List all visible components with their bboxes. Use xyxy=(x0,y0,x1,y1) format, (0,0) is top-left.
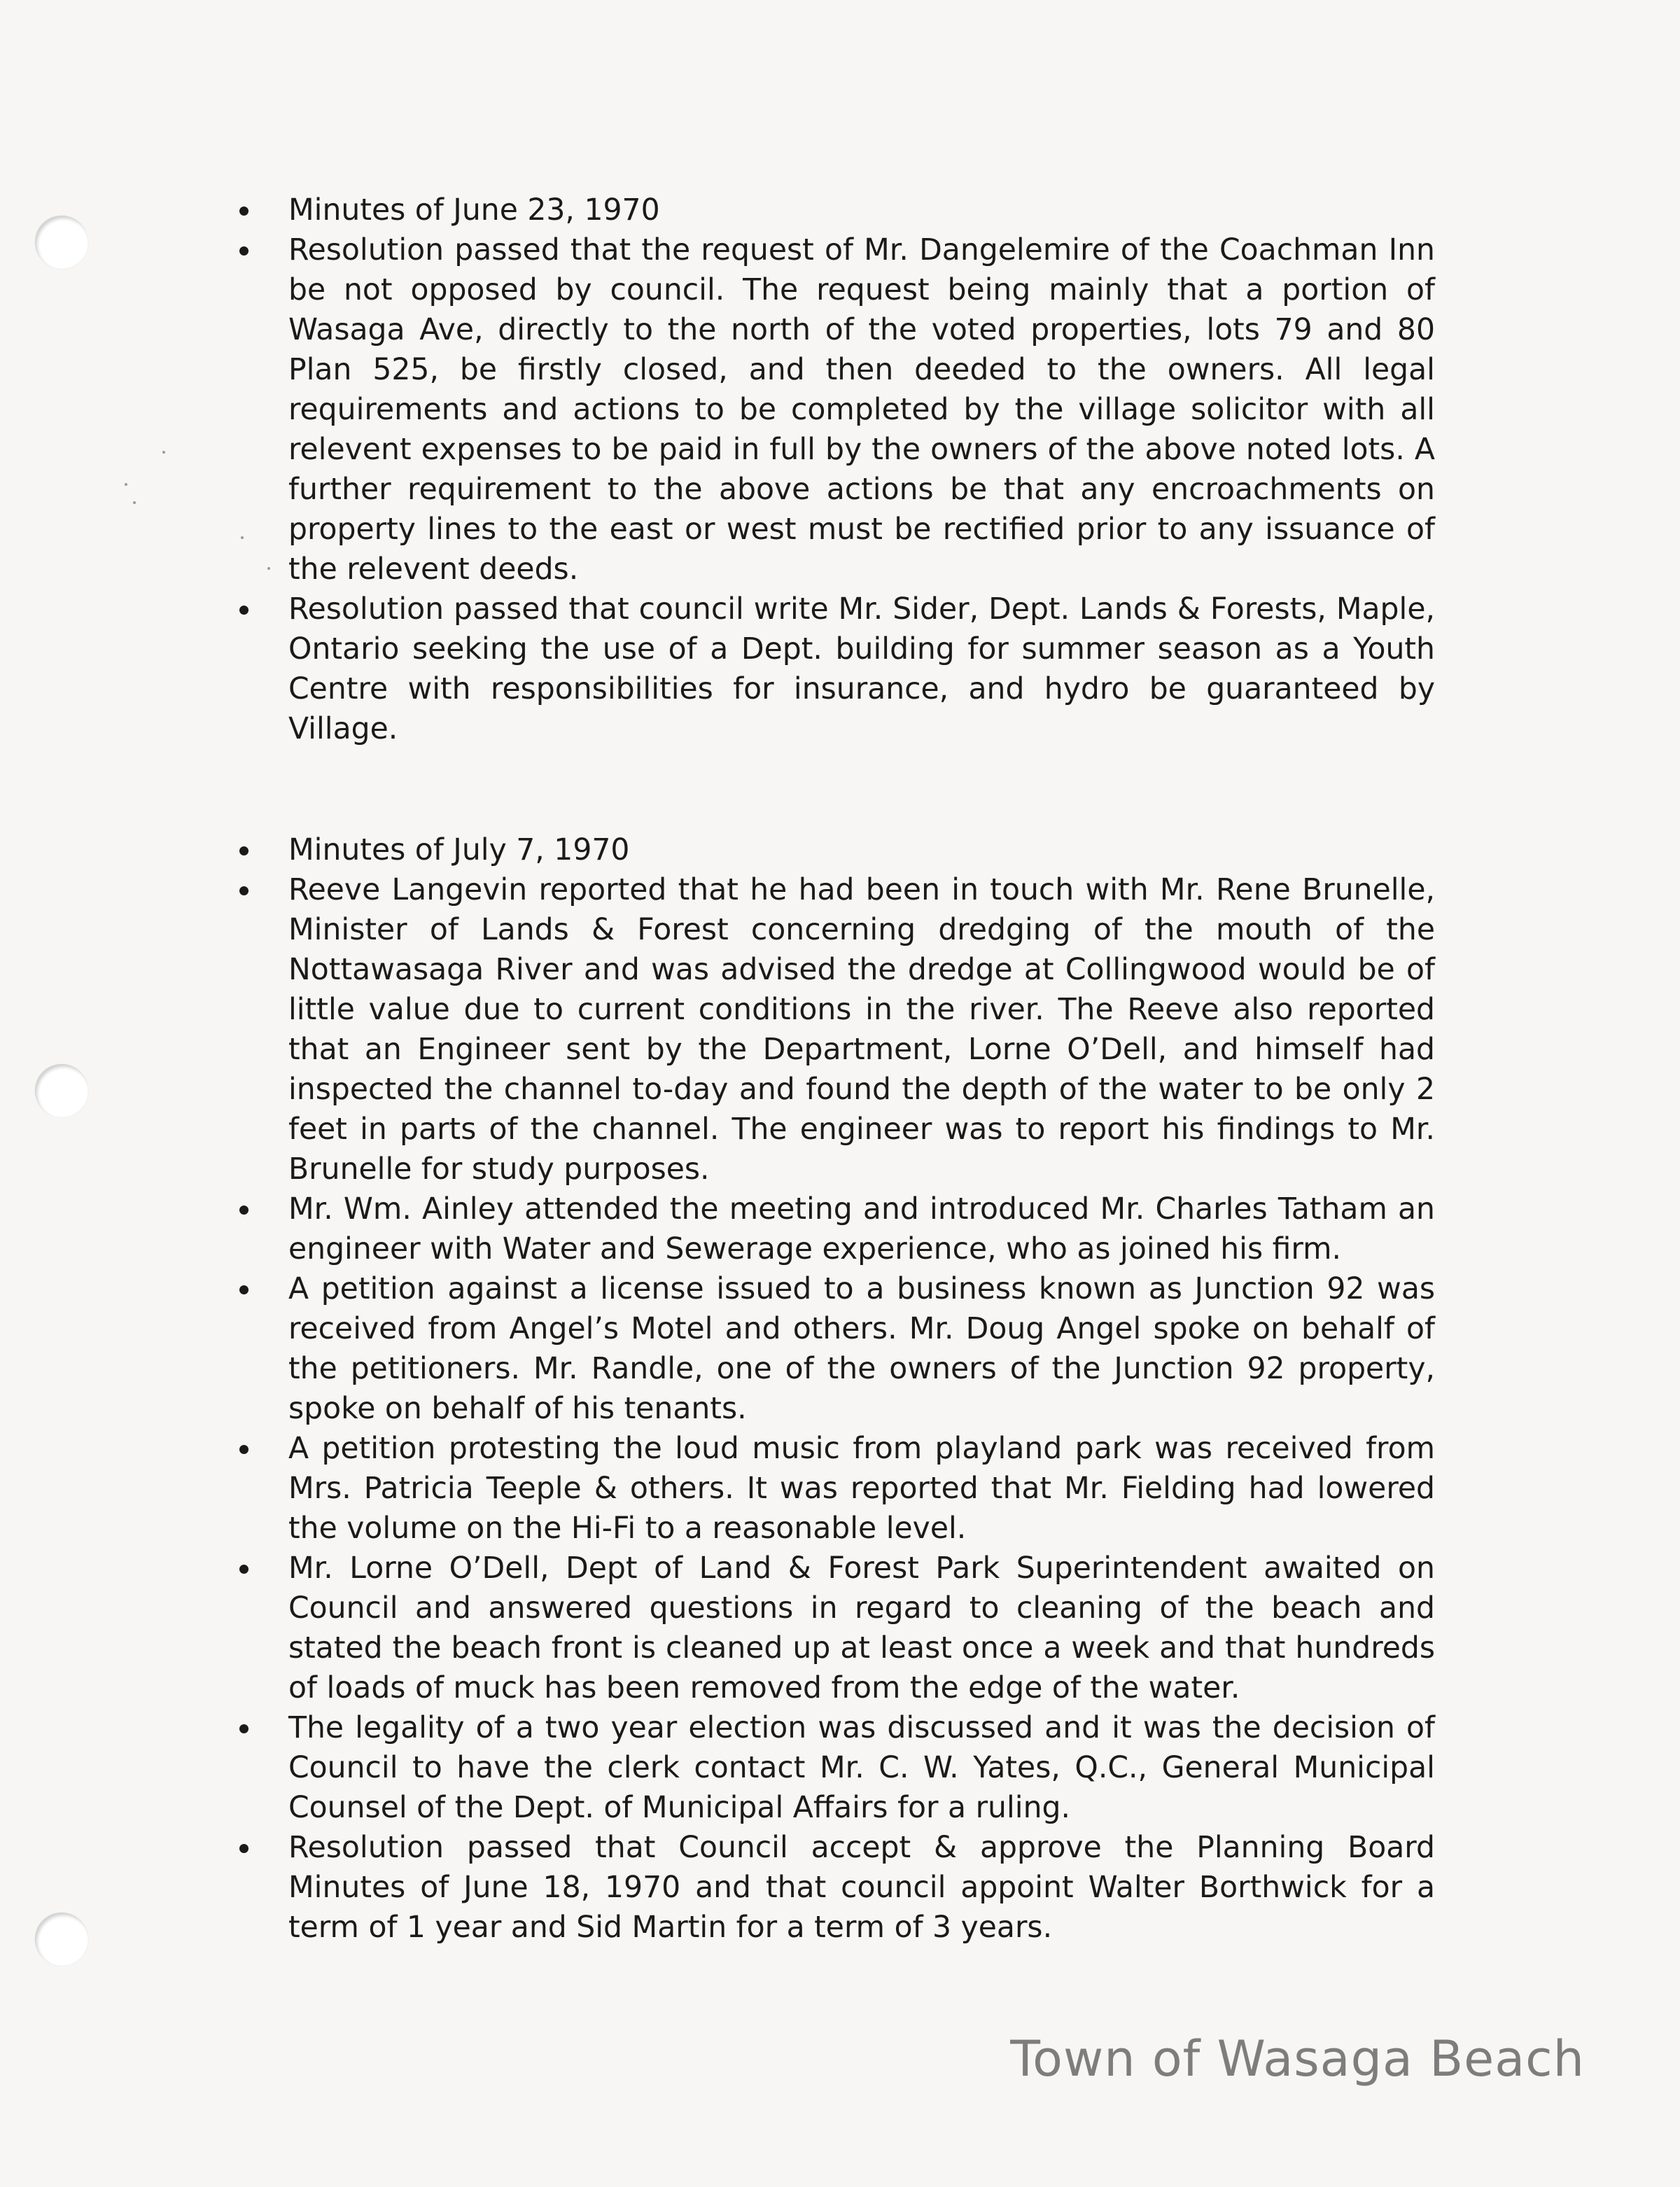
item-text: Resolution passed that the request of Mr. Dangelemire of the Coachman Inn be not opposed by council. The request being mainly that a portion of Wasaga Ave, directly to the north of the voted properties, lots 79 and 80 Plan 525, be firstly closed, and then deeded to the owners. All legal requirements and actions to be completed by the village solicitor with all relevent expenses to be paid in full by the owners of the above noted lots. A further requirement to the above actions be that any encroachments on property lines to the east or west must be rectified prior to any issuance of the relevent deeds. xyxy=(288,233,1435,587)
minutes-june-23-section xyxy=(231,190,1435,749)
bullet-icon xyxy=(239,1844,248,1853)
scan-speck xyxy=(162,451,165,454)
list-item xyxy=(231,830,1435,870)
item-text: Resolution passed that council write Mr. Sider, Dept. Lands & Forests, Maple, Ontario seeking the use of a Dept. building for summer season as a Youth Centre with responsibilities for insurance, and hydro be guaranteed by Village. xyxy=(288,592,1435,746)
item-text: Reeve Langevin reported that he had been in touch with Mr. Rene Brunelle, Minister of Lands & Forest concerning dredging of the mouth of the Nottawasaga River and was advised the dredge at Collingwood would be of little value due to current conditions in the river. The Reeve also reported that an Engineer sent by the Department, Lorne O’Dell, and himself had inspected the channel to-day and found the depth of the water to be only 2 feet in parts of the channel. The engineer was to report his findings to Mr. Brunelle for study purposes. xyxy=(288,873,1435,1187)
bullet-icon xyxy=(239,1206,248,1215)
bullet-icon xyxy=(239,606,248,615)
item-text: A petition against a license issued to a business known as Junction 92 was received from Angel’s Motel and others. Mr. Doug Angel spoke on behalf of the petitioners. Mr. Randle, one of the owners of the Junction 92 property, spoke on behalf of his tenants. xyxy=(288,1272,1435,1426)
bullet-icon xyxy=(239,207,248,216)
minutes-july-7-section xyxy=(231,830,1435,1948)
list-item xyxy=(231,870,1435,1189)
minutes-list xyxy=(231,190,1435,749)
list-item xyxy=(231,1708,1435,1828)
list-item xyxy=(231,589,1435,749)
punch-hole xyxy=(35,1913,88,1966)
list-item xyxy=(231,230,1435,589)
item-text: The legality of a two year election was discussed and it was the decision of Council to have the clerk contact Mr. C. W. Yates, Q.C., General Municipal Counsel of the Dept. of Municipal Affairs for a ruling. xyxy=(288,1711,1435,1825)
item-text: Resolution passed that Council accept & approve the Planning Board Minutes of June 18, 1970 and that council appoint Walter Borthwick for a term of 1 year and Sid Martin for a term of 3 years. xyxy=(288,1831,1435,1945)
item-text: Minutes of June 23, 1970 xyxy=(288,193,660,228)
scan-speck xyxy=(133,501,136,504)
list-item xyxy=(231,1828,1435,1948)
item-text: A petition protesting the loud music from playland park was received from Mrs. Patricia Teeple & others. It was reported that Mr. Fielding had lowered the volume on the Hi-Fi to a reasonable level. xyxy=(288,1432,1435,1546)
item-text: Minutes of July 7, 1970 xyxy=(288,833,630,867)
item-text: Mr. Lorne O’Dell, Dept of Land & Forest Park Superintendent awaited on Council and answered questions in regard to cleaning of the beach and stated the beach front is cleaned up at least once a week and that hundreds of loads of muck has been removed from the edge of the water. xyxy=(288,1551,1435,1705)
bullet-icon xyxy=(239,1285,248,1294)
item-text: Mr. Wm. Ainley attended the meeting and introduced Mr. Charles Tatham an engineer with Water and Sewerage experience, who as joined his firm. xyxy=(288,1192,1435,1266)
list-item xyxy=(231,1269,1435,1429)
list-item xyxy=(231,1549,1435,1708)
bullet-icon xyxy=(239,846,248,855)
punch-hole xyxy=(35,216,88,269)
watermark: Town of Wasaga Beach xyxy=(1010,2030,1585,2088)
list-item xyxy=(231,190,1435,230)
minutes-list xyxy=(231,830,1435,1948)
punch-hole xyxy=(35,1064,88,1117)
bullet-icon xyxy=(239,246,248,256)
bullet-icon xyxy=(239,1724,248,1733)
scan-speck xyxy=(125,483,127,486)
list-item xyxy=(231,1429,1435,1549)
list-item xyxy=(231,1189,1435,1269)
bullet-icon xyxy=(239,886,248,895)
bullet-icon xyxy=(239,1565,248,1574)
bullet-icon xyxy=(239,1445,248,1454)
